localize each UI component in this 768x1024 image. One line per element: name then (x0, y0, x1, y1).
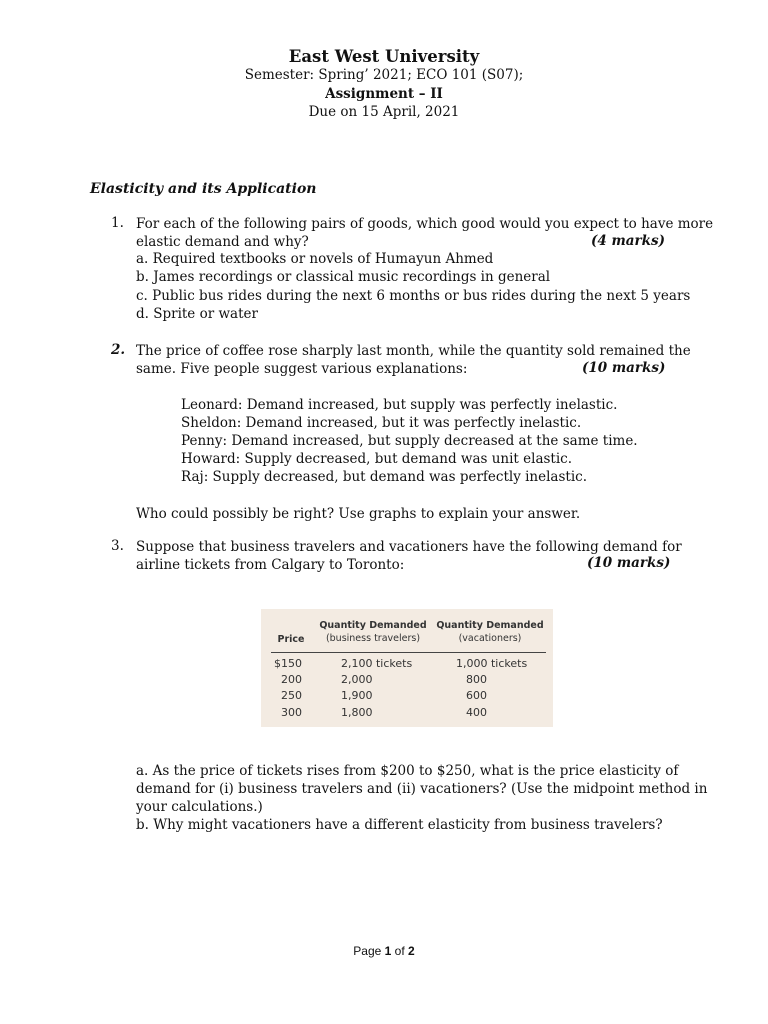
table-cell-vacation: 800 (466, 673, 487, 686)
table-cell-price: 200 (281, 673, 302, 686)
university-title: East West University (288, 47, 480, 66)
q1-text-line1: For each of the following pairs of goods, which good would you expect to have more (136, 216, 714, 232)
q2-marks: (10 marks) (582, 360, 666, 376)
footer-page-word: Page (353, 944, 382, 958)
table-cell-vacation: 1,000 tickets (456, 657, 528, 670)
q1-marks: (4 marks) (591, 233, 665, 249)
q3-marks: (10 marks) (587, 555, 671, 571)
demand-table (261, 609, 553, 727)
table-cell-business: 2,100 tickets (341, 657, 413, 670)
table-cell-price: $150 (274, 657, 302, 670)
table-cell-business: 1,800 (341, 706, 373, 719)
table-cell-vacation: 400 (466, 706, 487, 719)
q3-text-line2: airline tickets from Calgary to Toronto: (136, 557, 405, 573)
table-divider (271, 652, 546, 653)
q2-explanation-leonard: Leonard: Demand increased, but supply was perfectly inelastic. (181, 397, 618, 413)
due-date: Due on 15 April, 2021 (308, 104, 460, 120)
table-header-price: Price (277, 634, 305, 645)
q2-text-line1: The price of coffee rose sharply last month, while the quantity sold remained the (136, 343, 691, 359)
q2-explanation-howard: Howard: Supply decreased, but demand was unit elastic. (181, 451, 573, 467)
assignment-title: Assignment – II (325, 86, 443, 102)
q3-part-b: b. Why might vacationers have a different elasticity from business travelers? (136, 817, 663, 833)
q3-part-a-line1: a. As the price of tickets rises from $200 to $250, what is the price elasticity of (136, 763, 679, 779)
q2-explanation-raj: Raj: Supply decreased, but demand was perfectly inelastic. (181, 469, 588, 485)
q3-part-a-line2: demand for (i) business travelers and (ii) vacationers? (Use the midpoint method in (136, 781, 708, 797)
q1-option-c: c. Public bus rides during the next 6 months or bus rides during the next 5 years (136, 288, 691, 304)
q2-number: 2. (111, 342, 126, 358)
table-header-business-line1: Quantity Demanded (319, 620, 427, 631)
q2-question: Who could possibly be right? Use graphs to explain your answer. (136, 506, 581, 522)
q2-explanation-penny: Penny: Demand increased, but supply decreased at the same time. (181, 433, 638, 449)
footer-page-number: 1 (384, 944, 392, 958)
footer-page-total: 2 (408, 944, 415, 958)
footer-of-word: of (394, 944, 405, 958)
table-header-business (317, 619, 429, 645)
q3-text-line1: Suppose that business travelers and vacationers have the following demand for (136, 539, 682, 555)
q1-text-line2: elastic demand and why? (136, 234, 309, 250)
table-header-business-line2: (business travelers) (325, 633, 421, 644)
table-cell-business: 2,000 (341, 673, 373, 686)
q1-option-b: b. James recordings or classical music recordings in general (136, 269, 551, 285)
q3-number: 3. (111, 538, 124, 554)
page-footer (0, 944, 768, 958)
q2-explanation-sheldon: Sheldon: Demand increased, but it was perfectly inelastic. (181, 415, 582, 431)
table-cell-price: 300 (281, 706, 302, 719)
table-header-vacation (435, 619, 545, 645)
table-cell-price: 250 (281, 689, 302, 702)
table-header-vacation-line1: Quantity Demanded (436, 620, 544, 631)
q1-number: 1. (111, 215, 124, 231)
table-header-vacation-line2: (vacationers) (458, 633, 522, 644)
semester-line: Semester: Spring’ 2021; ECO 101 (S07); (244, 67, 524, 83)
q1-option-a: a. Required textbooks or novels of Humayun Ahmed (136, 251, 494, 267)
table-cell-vacation: 600 (466, 689, 487, 702)
q1-option-d: d. Sprite or water (136, 306, 258, 322)
q2-text-line2: same. Five people suggest various explanations: (136, 361, 468, 377)
table-cell-business: 1,900 (341, 689, 373, 702)
q3-part-a-line3: your calculations.) (136, 799, 263, 815)
section-title: Elasticity and its Application (90, 181, 317, 197)
